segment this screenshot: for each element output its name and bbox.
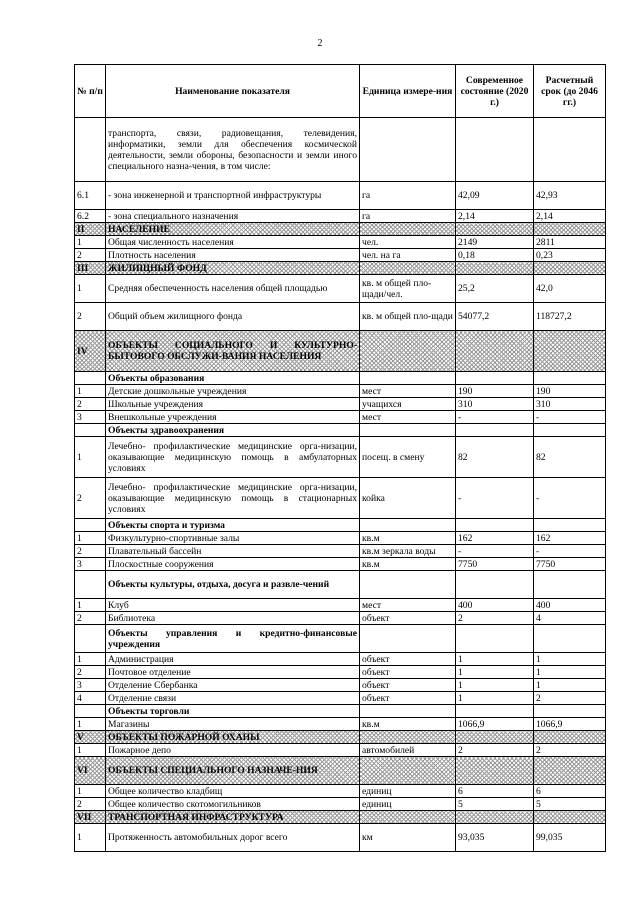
- row-target: 7750: [534, 558, 606, 571]
- row-target: 82: [534, 437, 606, 478]
- row-unit: [360, 705, 456, 718]
- row-name: ОБЪЕКТЫ СОЦИАЛЬНОГО И КУЛЬТУРНО-БЫТОВОГО ОБСЛУЖИ-ВАНИЯ НАСЕЛЕНИЯ: [106, 331, 360, 372]
- row-current: 2,14: [456, 210, 534, 223]
- row-name: Отделение связи: [106, 692, 360, 705]
- row-target: 0,23: [534, 249, 606, 262]
- row-name: транспорта, связи, радиовещания, телевидения, информатики, земли для обеспечения космической деятельности, земли обороны, безопасности и земли иного специального назна-чения, в том числе:: [106, 118, 360, 182]
- row-name: Библиотека: [106, 612, 360, 625]
- row-target: [534, 705, 606, 718]
- page-number: 2: [317, 38, 323, 49]
- row-num: 3: [75, 679, 106, 692]
- row-current: 25,2: [456, 275, 534, 303]
- row-unit: км: [360, 824, 456, 852]
- row-target: 400: [534, 599, 606, 612]
- row-current: 1: [456, 679, 534, 692]
- row-num: [75, 519, 106, 532]
- row-num: 2: [75, 666, 106, 679]
- row-target: [534, 757, 606, 785]
- row-name: Общее количество скотомогильников: [106, 798, 360, 811]
- table-row: [75, 411, 606, 424]
- row-target: 4: [534, 612, 606, 625]
- row-target: 118727,2: [534, 303, 606, 331]
- row-target: 1: [534, 679, 606, 692]
- row-unit: объект: [360, 692, 456, 705]
- section-row: [75, 731, 606, 744]
- row-current: [456, 118, 534, 182]
- group-row: [75, 571, 606, 599]
- table-row: [75, 532, 606, 545]
- row-num: 2: [75, 303, 106, 331]
- row-unit: чел.: [360, 236, 456, 249]
- table-row: [75, 545, 606, 558]
- row-target: -: [534, 411, 606, 424]
- row-unit: автомобилей: [360, 744, 456, 757]
- row-name: ОБЪЕКТЫ ПОЖАРНОЙ ОХАНЫ: [106, 731, 360, 744]
- table-row: [75, 118, 606, 182]
- row-current: -: [456, 478, 534, 519]
- row-unit: [360, 223, 456, 236]
- table-row: [75, 210, 606, 223]
- row-current: [456, 705, 534, 718]
- row-current: 2: [456, 612, 534, 625]
- row-num: 6.2: [75, 210, 106, 223]
- row-name: НАСЕЛЕНИЕ: [106, 223, 360, 236]
- row-unit: [360, 118, 456, 182]
- row-name: Физкультурно-спортивные залы: [106, 532, 360, 545]
- row-current: [456, 331, 534, 372]
- row-num: [75, 424, 106, 437]
- row-target: 190: [534, 385, 606, 398]
- row-current: [456, 262, 534, 275]
- row-target: 1: [534, 666, 606, 679]
- row-num: 1: [75, 385, 106, 398]
- table-row: [75, 679, 606, 692]
- row-unit: кв.м: [360, 558, 456, 571]
- row-current: [456, 625, 534, 653]
- row-name: Общий объем жилищного фонда: [106, 303, 360, 331]
- row-num: III: [75, 262, 106, 275]
- row-unit: кв. м общей пло-щади/чел.: [360, 275, 456, 303]
- row-unit: чел. на га: [360, 249, 456, 262]
- row-target: [534, 372, 606, 385]
- row-current: [456, 372, 534, 385]
- row-name: Общая численность населения: [106, 236, 360, 249]
- row-name: Средняя обеспеченность населения общей площадью: [106, 275, 360, 303]
- row-num: 2: [75, 612, 106, 625]
- table-row: [75, 824, 606, 852]
- row-num: VII: [75, 811, 106, 824]
- table-row: [75, 398, 606, 411]
- row-unit: [360, 571, 456, 599]
- row-current: 1: [456, 692, 534, 705]
- row-unit: [360, 811, 456, 824]
- row-current: [456, 757, 534, 785]
- row-num: 6.1: [75, 182, 106, 210]
- row-unit: мест: [360, 411, 456, 424]
- row-num: 1: [75, 437, 106, 478]
- row-current: [456, 424, 534, 437]
- row-current: 82: [456, 437, 534, 478]
- row-current: 190: [456, 385, 534, 398]
- header-num: № п/п: [75, 65, 106, 118]
- row-num: [75, 625, 106, 653]
- row-num: V: [75, 731, 106, 744]
- row-name: Администрация: [106, 653, 360, 666]
- row-name: Магазины: [106, 718, 360, 731]
- table-row: [75, 692, 606, 705]
- row-unit: [360, 731, 456, 744]
- row-unit: мест: [360, 385, 456, 398]
- row-name: Объекты здравоохранения: [106, 424, 360, 437]
- table-row: [75, 275, 606, 303]
- row-num: [75, 372, 106, 385]
- header-current: Современное состояние (2020 г.): [456, 65, 534, 118]
- row-target: 2: [534, 692, 606, 705]
- row-unit: койка: [360, 478, 456, 519]
- group-row: [75, 625, 606, 653]
- row-unit: га: [360, 182, 456, 210]
- row-target: [534, 625, 606, 653]
- row-name: Протяженность автомобильных дорог всего: [106, 824, 360, 852]
- row-current: 7750: [456, 558, 534, 571]
- row-current: [456, 731, 534, 744]
- row-num: 1: [75, 785, 106, 798]
- row-current: 1: [456, 653, 534, 666]
- group-row: [75, 519, 606, 532]
- row-name: ОБЪЕКТЫ СПЕЦИАЛЬНОГО НАЗНАЧЕ-НИЯ: [106, 757, 360, 785]
- row-unit: кв. м общей пло-щади: [360, 303, 456, 331]
- row-unit: [360, 519, 456, 532]
- table-row: [75, 612, 606, 625]
- row-unit: [360, 424, 456, 437]
- row-unit: объект: [360, 679, 456, 692]
- row-name: Школьные учреждения: [106, 398, 360, 411]
- row-unit: кв.м: [360, 532, 456, 545]
- row-unit: [360, 262, 456, 275]
- row-current: 42,09: [456, 182, 534, 210]
- section-row: [75, 262, 606, 275]
- row-num: 1: [75, 599, 106, 612]
- row-num: 2: [75, 798, 106, 811]
- row-name: Объекты спорта и туризма: [106, 519, 360, 532]
- row-name: Объекты управления и кредитно-финансовые учреждения: [106, 625, 360, 653]
- row-num: 1: [75, 653, 106, 666]
- row-unit: единиц: [360, 785, 456, 798]
- indicators-table: [74, 64, 606, 852]
- row-name: - зона специального назначения: [106, 210, 360, 223]
- table-row: [75, 478, 606, 519]
- row-unit: [360, 372, 456, 385]
- row-target: 2811: [534, 236, 606, 249]
- row-num: 1: [75, 718, 106, 731]
- row-target: [534, 731, 606, 744]
- section-row: [75, 223, 606, 236]
- table-row: [75, 236, 606, 249]
- row-name: Детские дошкольные учреждения: [106, 385, 360, 398]
- row-num: 3: [75, 411, 106, 424]
- row-target: -: [534, 478, 606, 519]
- table-row: [75, 385, 606, 398]
- row-unit: объект: [360, 612, 456, 625]
- table-row: [75, 653, 606, 666]
- row-num: [75, 571, 106, 599]
- row-unit: учащихся: [360, 398, 456, 411]
- section-row: [75, 331, 606, 372]
- row-num: 1: [75, 275, 106, 303]
- row-unit: единиц: [360, 798, 456, 811]
- row-target: 1066,9: [534, 718, 606, 731]
- table-header-row: [75, 65, 606, 118]
- row-name: Лечебно- профилактические медицинские орга-низации, оказывающие медицинскую помощь в стационарных условиях: [106, 478, 360, 519]
- row-num: VI: [75, 757, 106, 785]
- row-target: [534, 811, 606, 824]
- row-unit: [360, 331, 456, 372]
- row-target: [534, 519, 606, 532]
- row-current: 310: [456, 398, 534, 411]
- section-row: [75, 811, 606, 824]
- row-target: [534, 118, 606, 182]
- row-name: Плотность населения: [106, 249, 360, 262]
- row-current: -: [456, 411, 534, 424]
- row-target: [534, 262, 606, 275]
- row-current: [456, 223, 534, 236]
- row-target: [534, 571, 606, 599]
- row-current: 54077,2: [456, 303, 534, 331]
- row-name: - зона инженерной и транспортной инфраструктуры: [106, 182, 360, 210]
- row-num: 1: [75, 824, 106, 852]
- row-target: 5: [534, 798, 606, 811]
- table-row: [75, 558, 606, 571]
- row-num: 4: [75, 692, 106, 705]
- row-unit: объект: [360, 653, 456, 666]
- row-num: IV: [75, 331, 106, 372]
- row-target: 42,0: [534, 275, 606, 303]
- table-row: [75, 303, 606, 331]
- row-current: 2: [456, 744, 534, 757]
- row-current: 93,035: [456, 824, 534, 852]
- row-name: Общее количество кладбищ: [106, 785, 360, 798]
- row-num: 2: [75, 478, 106, 519]
- row-unit: кв.м зеркала воды: [360, 545, 456, 558]
- header-target: Расчетный срок (до 2046 гг.): [534, 65, 606, 118]
- table-row: [75, 599, 606, 612]
- row-num: II: [75, 223, 106, 236]
- row-name: Пожарное депо: [106, 744, 360, 757]
- table-row: [75, 437, 606, 478]
- group-row: [75, 372, 606, 385]
- row-current: [456, 811, 534, 824]
- row-target: 99,035: [534, 824, 606, 852]
- row-num: 2: [75, 545, 106, 558]
- row-name: Объекты образования: [106, 372, 360, 385]
- row-num: 3: [75, 558, 106, 571]
- row-current: 2149: [456, 236, 534, 249]
- row-num: 1: [75, 236, 106, 249]
- row-num: [75, 118, 106, 182]
- row-current: 6: [456, 785, 534, 798]
- row-unit: мест: [360, 599, 456, 612]
- row-name: Объекты торговли: [106, 705, 360, 718]
- row-name: ЖИЛИЩНЫЙ ФОНД: [106, 262, 360, 275]
- row-num: 2: [75, 398, 106, 411]
- table-row: [75, 798, 606, 811]
- row-target: 2,14: [534, 210, 606, 223]
- group-row: [75, 705, 606, 718]
- row-num: 1: [75, 532, 106, 545]
- row-target: 42,93: [534, 182, 606, 210]
- row-name: Клуб: [106, 599, 360, 612]
- header-name: Наименование показателя: [106, 65, 360, 118]
- row-current: 400: [456, 599, 534, 612]
- table-body: [75, 118, 606, 852]
- row-current: 1066,9: [456, 718, 534, 731]
- row-num: 2: [75, 249, 106, 262]
- row-unit: объект: [360, 666, 456, 679]
- row-name: Лечебно- профилактические медицинские орга-низации, оказывающие медицинскую помощь в амбулаторных условиях: [106, 437, 360, 478]
- row-name: ТРАНСПОРТНАЯ ИНФРАСТРУКТУРА: [106, 811, 360, 824]
- row-target: 2: [534, 744, 606, 757]
- row-unit: кв.м: [360, 718, 456, 731]
- row-unit: га: [360, 210, 456, 223]
- row-name: Внешкольные учреждения: [106, 411, 360, 424]
- row-name: Плоскостные сооружения: [106, 558, 360, 571]
- row-num: 1: [75, 744, 106, 757]
- row-unit: [360, 757, 456, 785]
- row-num: [75, 705, 106, 718]
- section-row: [75, 757, 606, 785]
- group-row: [75, 424, 606, 437]
- row-current: [456, 519, 534, 532]
- row-current: 5: [456, 798, 534, 811]
- row-current: 162: [456, 532, 534, 545]
- row-target: [534, 424, 606, 437]
- table-row: [75, 785, 606, 798]
- table-row: [75, 666, 606, 679]
- table-row: [75, 718, 606, 731]
- row-name: Почтовое отделение: [106, 666, 360, 679]
- row-name: Отделение Сбербанка: [106, 679, 360, 692]
- table-row: [75, 182, 606, 210]
- row-target: 6: [534, 785, 606, 798]
- table-row: [75, 249, 606, 262]
- row-current: 0,18: [456, 249, 534, 262]
- header-unit: Единица измере-ния: [360, 65, 456, 118]
- row-target: [534, 223, 606, 236]
- row-target: 310: [534, 398, 606, 411]
- row-target: -: [534, 545, 606, 558]
- row-unit: посещ. в смену: [360, 437, 456, 478]
- row-target: 1: [534, 653, 606, 666]
- row-target: 162: [534, 532, 606, 545]
- row-name: Плавательный бассейн: [106, 545, 360, 558]
- row-unit: [360, 625, 456, 653]
- row-current: [456, 571, 534, 599]
- table-row: [75, 744, 606, 757]
- row-current: -: [456, 545, 534, 558]
- row-name: Объекты культуры, отдыха, досуга и развле-чений: [106, 571, 360, 599]
- row-target: [534, 331, 606, 372]
- row-current: 1: [456, 666, 534, 679]
